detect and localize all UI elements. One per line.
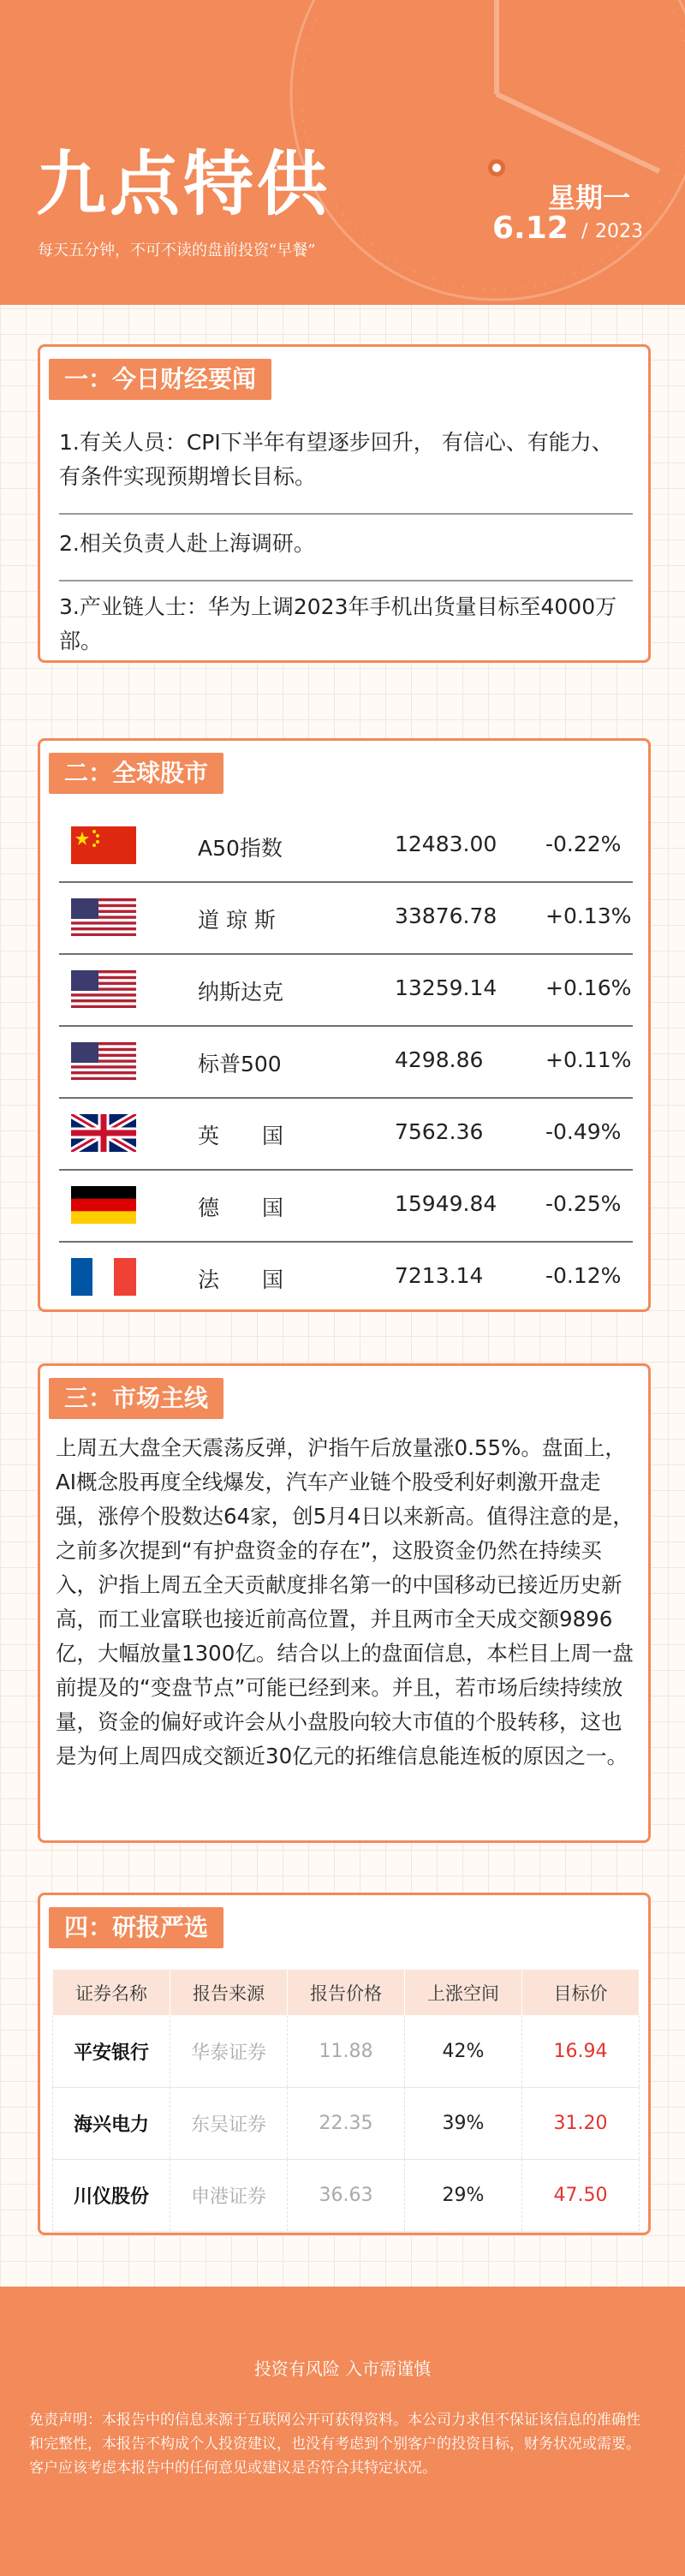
target-price: 16.94 xyxy=(522,2016,640,2088)
research-section-tag: 四：研报严选 xyxy=(49,1907,223,1948)
stock-value: 13259.14 xyxy=(395,975,497,1000)
research-card xyxy=(38,1893,651,2235)
security-name: 川仪股份 xyxy=(53,2160,170,2232)
stock-row xyxy=(59,1027,633,1099)
stock-change: -0.12% xyxy=(545,1263,622,1288)
report-source: 东吴证券 xyxy=(170,2088,288,2160)
security-name: 平安银行 xyxy=(53,2016,170,2088)
stock-value: 33876.78 xyxy=(395,903,497,928)
page-subtitle: 每天五分钟，不可不读的盘前投资“早餐” xyxy=(38,242,316,259)
page-title: 九点特供 xyxy=(36,144,331,225)
news-divider xyxy=(59,580,633,581)
stock-row xyxy=(59,883,633,955)
stock-value: 4298.86 xyxy=(395,1047,484,1072)
target-price: 47.50 xyxy=(522,2160,640,2232)
stock-name: 德 国 xyxy=(198,1196,284,1220)
report-price: 22.35 xyxy=(288,2088,405,2160)
stock-row xyxy=(59,1243,633,1315)
germany-flag-icon xyxy=(71,1186,136,1224)
stock-change: +0.16% xyxy=(545,975,632,1000)
news-item-2: 2.相关负责人赴上海调研。 xyxy=(59,531,315,556)
stock-value: 7562.36 xyxy=(395,1119,484,1144)
stock-value: 12483.00 xyxy=(395,832,497,856)
us-flag-icon xyxy=(71,1042,136,1080)
column-header: 上涨空间 xyxy=(405,1970,522,2016)
table-header-row xyxy=(53,1970,640,2016)
disclaimer-text: 免责声明：本报告中的信息来源于互联网公开可获得资料。本公司力求但不保证该信息的准确性和完整性，本报告不构成个人投资建议，也没有考虑到个别客户的投资目标，财务状况或需要。客户应该考虑本报告中的任何意见或建议是否符合其特定状况。 xyxy=(29,2412,640,2477)
table-row xyxy=(53,2016,640,2088)
table-row xyxy=(53,2160,640,2232)
stock-row xyxy=(59,955,633,1027)
research-table xyxy=(52,1969,640,2232)
us-flag-icon xyxy=(71,970,136,1008)
china-flag-icon xyxy=(71,826,136,864)
stocks-card xyxy=(38,738,651,1312)
news-divider xyxy=(59,513,633,515)
column-header: 目标价 xyxy=(522,1970,640,2016)
stock-name: 标普500 xyxy=(198,1052,282,1076)
stock-change: -0.49% xyxy=(545,1119,622,1144)
weekday-label: 星期一 xyxy=(548,182,631,214)
uk-flag-icon xyxy=(71,1114,136,1152)
stock-name: 英 国 xyxy=(198,1124,284,1148)
report-price: 11.88 xyxy=(288,2016,405,2088)
table-row xyxy=(53,2088,640,2160)
date-display xyxy=(492,211,664,245)
report-source: 申港证券 xyxy=(170,2160,288,2232)
market-card xyxy=(38,1363,651,1843)
stock-name: A50指数 xyxy=(198,836,283,861)
market-section-tag: 三：市场主线 xyxy=(49,1378,223,1419)
stock-value: 15949.84 xyxy=(395,1191,497,1216)
security-name: 海兴电力 xyxy=(53,2088,170,2160)
stocks-section-tag: 二：全球股市 xyxy=(49,753,223,794)
stock-change: +0.13% xyxy=(545,903,632,928)
stock-row xyxy=(59,1171,633,1243)
date-day: 6.12 xyxy=(492,211,569,246)
news-card xyxy=(38,344,651,663)
stock-name: 法 国 xyxy=(198,1267,284,1292)
stock-name: 道 琼 斯 xyxy=(198,908,276,933)
report-source: 华泰证券 xyxy=(170,2016,288,2088)
market-commentary: 上周五大盘全天震荡反弹，沪指午后放量涨0.55%。盘面上，AI概念股再度全线爆发，汽车产业链个股受利好刺激开盘走强，涨停个股数达64家，创5月4日以来新高。值得注意的是，之前多次提到“有护盘资金的存在”，这股资金仍然在持续买入，沪指上周五全天贡献度排名第一的中国移动已接近历史新高，而工业富联也接近前高位置，并且两市全天成交额9896亿，大幅放量1300亿。结合以上的盘面信息，本栏目上周一盘前提及的“变盘节点”可能已经到来。并且，若市场后续持续放量，资金的偏好或许会从小盘股向较大市值的个股转移，这也是为何上周四成交额近30亿元的拓维信息能连板的原因之一。 xyxy=(56,1435,634,1768)
upside: 29% xyxy=(405,2160,522,2232)
footer xyxy=(0,2287,685,2576)
stock-name: 纳斯达克 xyxy=(198,980,284,1005)
stock-change: -0.22% xyxy=(545,832,622,856)
news-section-tag: 一：今日财经要闻 xyxy=(49,359,271,400)
us-flag-icon xyxy=(71,898,136,936)
column-header: 报告价格 xyxy=(288,1970,405,2016)
stock-row xyxy=(59,1099,633,1171)
stock-change: -0.25% xyxy=(545,1191,622,1216)
report-price: 36.63 xyxy=(288,2160,405,2232)
header-banner xyxy=(0,0,685,305)
column-header: 报告来源 xyxy=(170,1970,288,2016)
news-item-3: 3.产业链人士：华为上调2023年手机出货量目标至4000万部。 xyxy=(59,594,617,653)
stock-value: 7213.14 xyxy=(395,1263,484,1288)
france-flag-icon xyxy=(71,1258,136,1296)
target-price: 31.20 xyxy=(522,2088,640,2160)
date-slash: / xyxy=(581,221,588,242)
upside: 39% xyxy=(405,2088,522,2160)
risk-warning: 投资有风险 入市需谨慎 xyxy=(253,2358,432,2379)
column-header: 证券名称 xyxy=(53,1970,170,2016)
stock-change: +0.11% xyxy=(545,1047,632,1072)
news-item-1: 1.有关人员：CPI下半年有望逐步回升， 有信心、有能力、有条件实现预期增长目标。 xyxy=(59,430,613,489)
date-year: 2023 xyxy=(595,221,643,242)
stock-row xyxy=(59,811,633,883)
upside: 42% xyxy=(405,2016,522,2088)
